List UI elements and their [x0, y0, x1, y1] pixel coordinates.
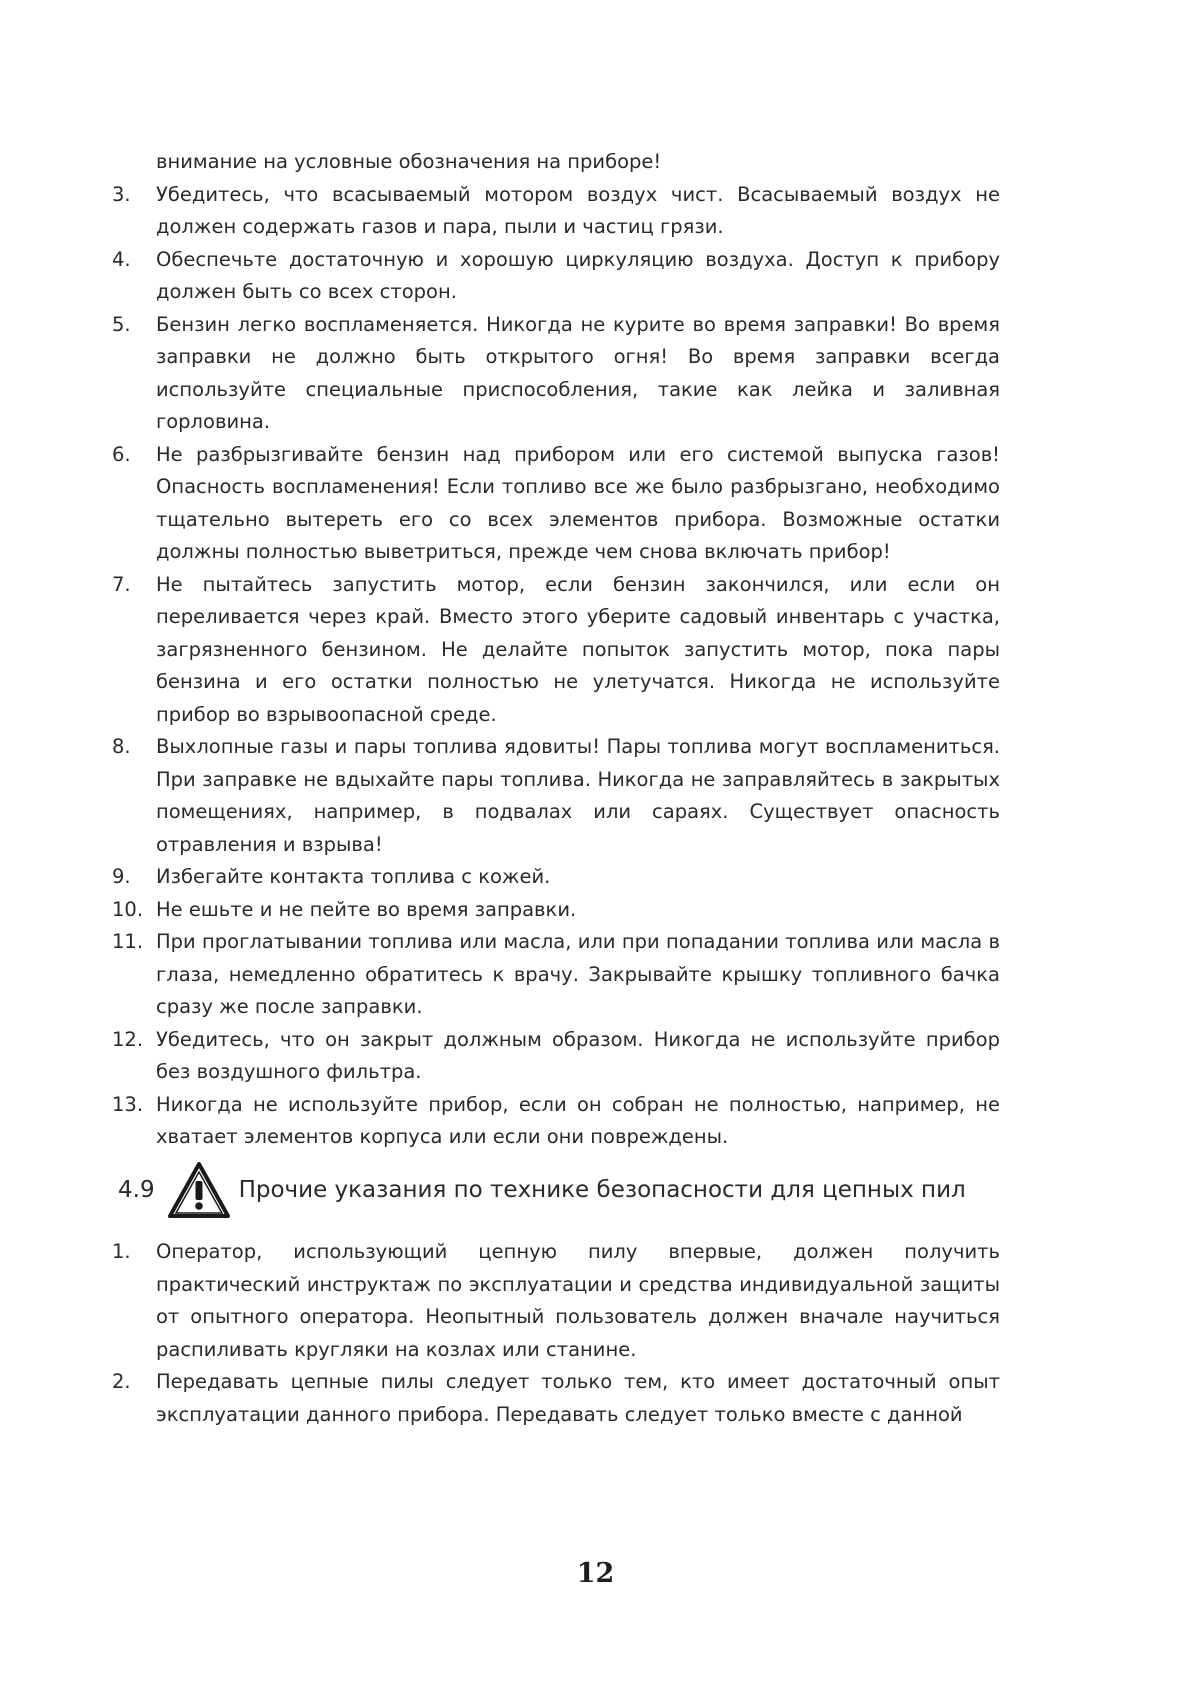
item-number: 13. — [112, 1092, 144, 1116]
list-item — [112, 894, 1000, 927]
item-text: Избегайте контакта топлива с кожей. — [156, 865, 551, 888]
item-text: Никогда не используйте прибор, если он собран не полностью, например, не хватает элементов корпуса или если они повреждены. — [156, 1092, 1000, 1148]
list-item — [112, 1089, 1000, 1154]
list-item — [112, 179, 1000, 244]
item-text: Не пытайтесь запустить мотор, если бензин закончился, или если он переливается через край. Вместо этого уберите садовый инвентарь с участка, загрязненного бензином. Не делайте попыток запустить мотор, пока пары бензина и его остатки полностью не улетучатся. Никогда не используйте прибор во взрывоопасной среде. — [156, 572, 1000, 726]
list-item — [112, 244, 1000, 309]
item-number: 7. — [112, 572, 131, 596]
item-text: внимание на условные обозначения на приборе! — [156, 150, 662, 173]
item-text: Обеспечьте достаточную и хорошую циркуляцию воздуха. Доступ к прибору должен быть со всех сторон. — [156, 247, 1000, 303]
item-text: При проглатывании топлива или масла, или при попадании топлива или масла в глаза, немедленно обратитесь к врачу. Закрывайте крышку топливного бачка сразу же после заправки. — [156, 930, 1000, 1018]
item-number: 4. — [112, 247, 131, 271]
item-number: 9. — [112, 865, 131, 888]
item-number: 11. — [112, 930, 144, 953]
item-text: Не ешьте и не пейте во время заправки. — [156, 897, 577, 921]
item-number: 5. — [112, 312, 131, 336]
item-number: 6. — [112, 442, 131, 466]
item-number: 2. — [112, 1370, 131, 1393]
item-number: 1. — [112, 1240, 131, 1263]
list-item — [112, 731, 1000, 861]
list-item — [112, 146, 1000, 179]
item-text: Оператор, использующий цепную пилу впервые, должен получить практический инструктаж по эксплуатации и средства индивидуальной защиты от опытного оператора. Неопытный пользователь должен вначале научиться распиливать кругляки на козлах или станине. — [156, 1240, 1000, 1361]
item-text: Убедитесь, что всасываемый мотором воздух чист. Всасываемый воздух не должен содержать газов и пара, пыли и частиц грязи. — [156, 182, 1000, 238]
item-number: 3. — [112, 182, 131, 206]
list-item — [112, 569, 1000, 732]
safety-list-top — [112, 146, 1000, 1154]
warning-triangle-icon — [167, 1161, 231, 1219]
item-text: Не разбрызгивайте бензин над прибором или его системой выпуска газов! Опасность воспламенения! Если топливо все же было разбрызгано, необходимо тщательно вытереть его со всех элементов прибора. Возможные остатки должны полностью выветриться, прежде чем снова включать прибор! — [156, 442, 1000, 563]
item-number: 10. — [112, 897, 144, 921]
list-item — [112, 861, 1000, 894]
item-number: 12. — [112, 1027, 144, 1051]
section-number: 4.9 — [118, 1177, 155, 1203]
list-item — [112, 1366, 1000, 1431]
list-item — [112, 1024, 1000, 1089]
chainsaw-safety-list — [112, 1236, 1000, 1431]
item-number: 8. — [112, 735, 131, 758]
list-item — [112, 309, 1000, 439]
item-text: Убедитесь, что он закрыт должным образом. Никогда не используйте прибор без воздушного фильтра. — [156, 1027, 1000, 1083]
section-heading — [118, 1158, 998, 1222]
item-text: Передавать цепные пилы следует только тем, кто имеет достаточный опыт эксплуатации данного прибора. Передавать следует только вместе с данной — [156, 1370, 1000, 1426]
page-number: 12 — [576, 1558, 615, 1589]
list-item — [112, 926, 1000, 1024]
section-title: Прочие указания по технике безопасности для цепных пил — [238, 1177, 966, 1203]
item-text: Бензин легко воспламеняется. Никогда не курите во время заправки! Во время заправки не должно быть открытого огня! Во время заправки всегда используйте специальные приспособления, такие как лейка и заливная горловина. — [156, 312, 1000, 433]
list-item — [112, 1236, 1000, 1366]
item-text: Выхлопные газы и пары топлива ядовиты! Пары топлива могут воспламениться. При заправке не вдыхайте пары топлива. Никогда не заправляйтесь в закрытых помещениях, например, в подвалах или сараях. Существует опасность отравления и взрыва! — [156, 735, 1000, 856]
list-item — [112, 439, 1000, 569]
